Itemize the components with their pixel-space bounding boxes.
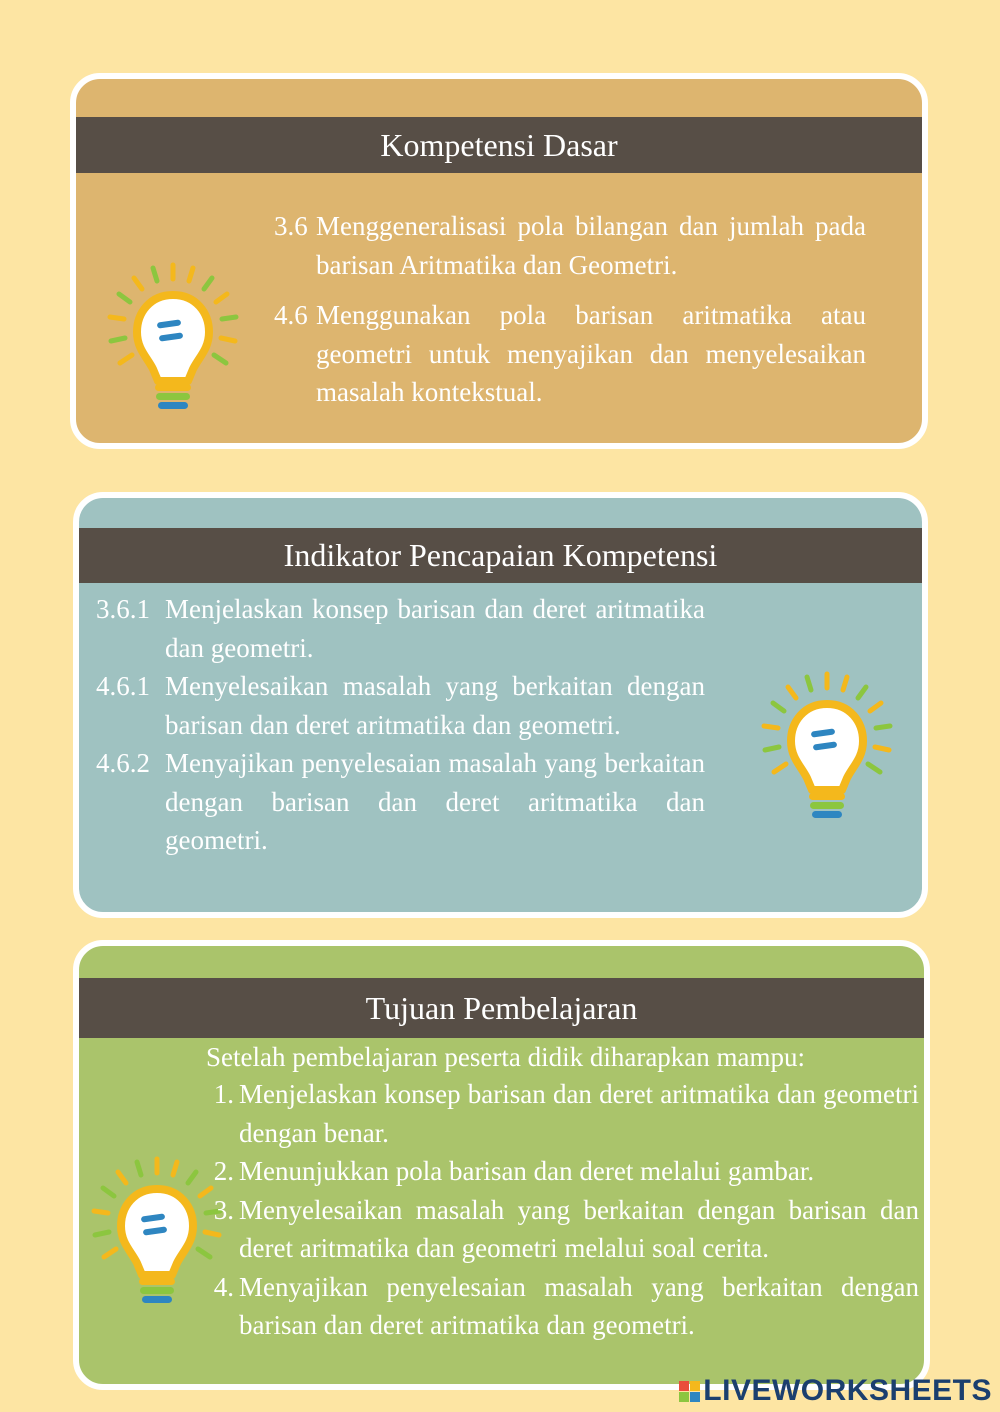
item-number: 4.: [213, 1271, 234, 1302]
tujuan-list: [206, 1075, 919, 1345]
list-item: [206, 1191, 919, 1268]
kompetensi-dasar-card: [70, 73, 928, 449]
logo-text: LIVEWORKSHEETS: [703, 1374, 992, 1407]
item-text: Menunjukkan pola barisan dan deret melalui gambar.: [239, 1156, 815, 1186]
list-item: [206, 1075, 919, 1152]
list-item: [274, 296, 866, 412]
item-number: 4.6.2: [96, 748, 150, 778]
kompetensi-dasar-title: Kompetensi Dasar: [76, 117, 922, 173]
list-item: [274, 207, 866, 284]
tujuan-title: Tujuan Pembelajaran: [79, 978, 924, 1038]
item-text: Menggunakan pola barisan aritmatika atau geometri untuk menyajikan dan menyelesaikan masalah kontekstual.: [316, 300, 866, 407]
item-text: Menyajikan penyelesaian masalah yang berkaitan dengan barisan dan deret aritmatika dan geometri.: [165, 748, 705, 855]
indikator-card: [73, 492, 928, 918]
item-number: 3.6.1: [96, 594, 150, 624]
lightbulb-icon: [98, 259, 248, 419]
item-number: 4.6.1: [96, 671, 150, 701]
item-text: Menyelesaikan masalah yang berkaitan dengan barisan dan deret aritmatika dan geometri.: [165, 671, 705, 740]
tujuan-intro: Setelah pembelajaran peserta didik diharapkan mampu:: [206, 1042, 806, 1072]
item-number: 3.6: [274, 211, 308, 241]
item-text: Menjelaskan konsep barisan dan deret aritmatika dan geometri dengan benar.: [239, 1079, 919, 1148]
item-number: 4.6: [274, 300, 308, 330]
list-item: [96, 590, 705, 667]
item-number: 2.: [213, 1156, 234, 1186]
lightbulb-icon: [752, 668, 902, 828]
indikator-title: Indikator Pencapaian Kompetensi: [79, 528, 922, 583]
indikator-list: [96, 590, 705, 860]
item-text: Menyelesaikan masalah yang berkaitan dengan barisan dan deret aritmatika dan geometri melalui soal cerita.: [239, 1194, 919, 1263]
list-item: [206, 1152, 919, 1191]
liveworksheets-mark-icon: [679, 1381, 700, 1402]
list-item: [206, 1268, 919, 1345]
list-item: [96, 744, 705, 860]
liveworksheets-logo[interactable]: [679, 1374, 992, 1408]
list-item: [96, 667, 705, 744]
item-number: 3.: [213, 1194, 234, 1225]
item-text: Menggeneralisasi pola bilangan dan jumlah pada barisan Aritmatika dan Geometri.: [316, 211, 866, 280]
item-text: Menyajikan penyelesaian masalah yang berkaitan dengan barisan dan deret aritmatika dan geometri.: [239, 1271, 919, 1340]
item-number: 1.: [213, 1079, 234, 1109]
tujuan-card: [73, 940, 930, 1390]
item-text: Menjelaskan konsep barisan dan deret aritmatika dan geometri.: [165, 594, 705, 663]
kompetensi-dasar-list: [274, 207, 866, 424]
